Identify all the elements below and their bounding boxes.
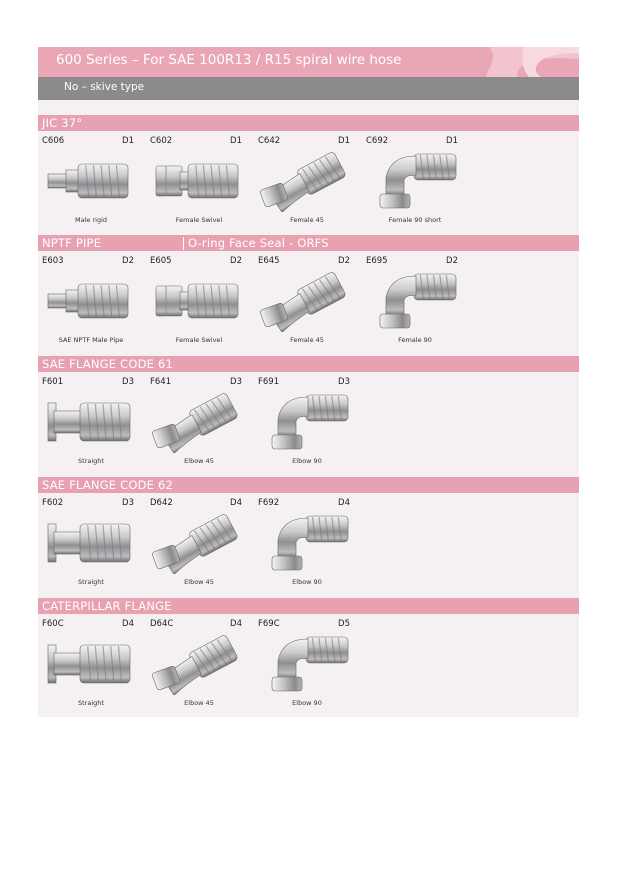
- dimension-ref: D2: [230, 256, 242, 266]
- part-description: Elbow 45: [184, 578, 214, 586]
- fitting-image: [260, 512, 352, 574]
- swoosh-graphic: [449, 47, 579, 77]
- part-code: E645: [258, 256, 280, 266]
- dimension-ref: D2: [446, 256, 458, 266]
- part-code: D64C: [150, 619, 174, 629]
- product-cell: [254, 256, 360, 358]
- product-cell: [362, 136, 468, 238]
- section-bar-flange-61: [38, 356, 579, 372]
- title-banner: [38, 47, 579, 77]
- dimension-ref: D1: [338, 136, 350, 146]
- dimension-ref: D3: [122, 498, 134, 508]
- part-code: C692: [366, 136, 389, 146]
- part-description: Elbow 90: [292, 457, 322, 465]
- page-title: 600 Series – For SAE 100R13 / R15 spiral wire hose: [56, 52, 402, 68]
- product-cell: [254, 377, 360, 479]
- section-title: NPTF PIPE: [42, 236, 102, 250]
- part-description: Male rigid: [75, 216, 107, 224]
- dimension-ref: D4: [338, 498, 350, 508]
- part-description: Female 45: [290, 216, 324, 224]
- subtitle-bar: [38, 77, 579, 100]
- dimension-ref: D4: [230, 498, 242, 508]
- fitting-image: [44, 633, 136, 695]
- part-description: Straight: [78, 578, 104, 586]
- dimension-ref: D1: [230, 136, 242, 146]
- fitting-image: [44, 512, 136, 574]
- fitting-image: [260, 270, 352, 332]
- section-divider: [183, 237, 184, 250]
- product-cell: [38, 619, 144, 721]
- part-code: E603: [42, 256, 64, 266]
- dimension-ref: D3: [122, 377, 134, 387]
- dimension-ref: D1: [446, 136, 458, 146]
- part-description: Female 90: [398, 336, 432, 344]
- subtitle: No – skive type: [64, 81, 145, 93]
- fitting-image: [260, 391, 352, 453]
- part-code: F601: [42, 377, 64, 387]
- fitting-image: [44, 270, 136, 332]
- part-code: F69C: [258, 619, 280, 629]
- product-cell: [38, 256, 144, 358]
- part-code: F691: [258, 377, 280, 387]
- product-cell: [254, 619, 360, 721]
- part-code: C602: [150, 136, 173, 146]
- section-title: JIC 37°: [42, 116, 83, 130]
- part-code: E605: [150, 256, 172, 266]
- section-title: SAE FLANGE CODE 61: [42, 357, 173, 371]
- part-code: F602: [42, 498, 64, 508]
- product-cell: [254, 498, 360, 600]
- fitting-image: [260, 150, 352, 212]
- dimension-ref: D2: [122, 256, 134, 266]
- section-bar-flange-62: [38, 477, 579, 493]
- part-code: F60C: [42, 619, 64, 629]
- section-title: SAE FLANGE CODE 62: [42, 478, 173, 492]
- product-cell: [146, 619, 252, 721]
- product-cell: [38, 498, 144, 600]
- fitting-image: [152, 270, 244, 332]
- part-description: Elbow 45: [184, 457, 214, 465]
- part-description: Female Swivel: [175, 336, 223, 344]
- section-bar-caterpillar: [38, 598, 579, 614]
- part-description: SAE NPTF Male Pipe: [58, 336, 124, 344]
- dimension-ref: D4: [230, 619, 242, 629]
- product-cell: [146, 136, 252, 238]
- fitting-image: [152, 633, 244, 695]
- fitting-image: [152, 391, 244, 453]
- fitting-image: [152, 150, 244, 212]
- fitting-image: [152, 512, 244, 574]
- dimension-ref: D2: [338, 256, 350, 266]
- dimension-ref: D3: [230, 377, 242, 387]
- product-cell: [254, 136, 360, 238]
- part-code: C606: [42, 136, 65, 146]
- section-title: CATERPILLAR FLANGE: [42, 599, 172, 613]
- section-bar-jic: [38, 115, 579, 131]
- part-description: Female 45: [290, 336, 324, 344]
- fitting-image: [260, 633, 352, 695]
- part-description: Straight: [78, 699, 104, 707]
- part-code: D642: [150, 498, 173, 508]
- product-cell: [146, 498, 252, 600]
- part-code: E695: [366, 256, 388, 266]
- fitting-image: [44, 391, 136, 453]
- dimension-ref: D1: [122, 136, 134, 146]
- product-cell: [146, 256, 252, 358]
- fitting-image: [368, 150, 460, 212]
- part-description: Straight: [78, 457, 104, 465]
- product-cell: [38, 136, 144, 238]
- part-description: Female 90 short: [388, 216, 442, 224]
- section-bar-nptf-orfs: [38, 235, 579, 251]
- product-cell: [146, 377, 252, 479]
- dimension-ref: D5: [338, 619, 350, 629]
- dimension-ref: D4: [122, 619, 134, 629]
- part-code: C642: [258, 136, 281, 146]
- part-description: Female Swivel: [175, 216, 223, 224]
- section-title-secondary: O-ring Face Seal - ORFS: [188, 236, 329, 250]
- part-description: Elbow 90: [292, 578, 322, 586]
- fitting-image: [368, 270, 460, 332]
- part-code: F692: [258, 498, 280, 508]
- fitting-image: [44, 150, 136, 212]
- part-description: Elbow 45: [184, 699, 214, 707]
- part-description: Elbow 90: [292, 699, 322, 707]
- part-code: F641: [150, 377, 172, 387]
- product-cell: [38, 377, 144, 479]
- dimension-ref: D3: [338, 377, 350, 387]
- product-cell: [362, 256, 468, 358]
